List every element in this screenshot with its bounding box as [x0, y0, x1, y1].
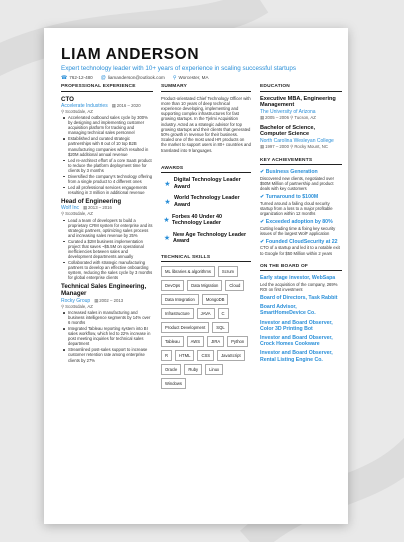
- achievement-title-row: [260, 219, 342, 225]
- skill-tag: Scrum: [218, 266, 238, 277]
- location-pin-icon: ⚲: [290, 144, 294, 150]
- location-pin-icon: ⚲: [61, 108, 65, 114]
- job-location-text: Scottsdale, AZ: [65, 108, 93, 114]
- job-location-text: Scottsdale, AZ: [65, 303, 93, 309]
- skill-tag: Infrastructure: [161, 308, 194, 319]
- board-role: Investor and Board Observer, Crock Homes Cookware: [260, 334, 333, 348]
- achievement-desc: Cutting leading time & fixing key security issues of the largest WolF application: [260, 225, 336, 236]
- check-icon: ✔: [260, 194, 266, 201]
- right-column: [260, 84, 342, 363]
- job-dates: [83, 205, 112, 211]
- board-role: Investor and Board Observer, Color 3D Printing Bot: [260, 319, 333, 332]
- board-entry: [260, 295, 342, 301]
- job-bullets: [61, 218, 153, 281]
- check-icon: ✔: [260, 239, 266, 246]
- board-role: Early stage investor, WebSapa: [260, 275, 336, 282]
- award-list: [161, 177, 251, 245]
- resume-page: [44, 28, 348, 524]
- job-bullets: [61, 310, 153, 363]
- job-list: [61, 96, 153, 363]
- phone-item: [61, 75, 93, 81]
- achievement-title: Exceeded adoption by 80%: [265, 219, 333, 226]
- job-dates-text: 2013 – 2016: [88, 205, 112, 210]
- job-role: CTO: [61, 95, 74, 103]
- award-item: [161, 232, 251, 245]
- location-pin-icon: ⚲: [172, 75, 177, 81]
- job-location: [61, 109, 153, 115]
- job-location-text: Scottsdale, AZ: [65, 211, 93, 216]
- skill-tag: C: [218, 308, 229, 319]
- degree: Executive MBA, Engineering Management: [260, 95, 336, 109]
- skill-tag: Oracle: [161, 364, 181, 375]
- education-dates: 1997 – 2000: [265, 144, 289, 150]
- job-dates-text: 2016 – 2020: [116, 102, 141, 108]
- skill-tag-list: [161, 266, 251, 389]
- achievements-title: KEY ACHIEVEMENTS: [260, 158, 342, 166]
- board-role: Board Advisor, SmartHomeDevice Co.: [260, 304, 316, 317]
- board-entry: [260, 275, 342, 292]
- job-dates: [94, 298, 123, 304]
- job-company: Accelerate Industries: [61, 102, 108, 109]
- award-item: [161, 195, 251, 208]
- summary-title: SUMMARY: [161, 84, 251, 92]
- check-icon: ✔: [260, 169, 266, 176]
- job-location: [61, 211, 153, 217]
- award-name: World Technology Leader Award: [173, 195, 240, 209]
- education-meta: [260, 115, 342, 121]
- job-bullet: Collaborated with strategic manufacturing partners to develop an effective onboarding system, reducing the sales cycle by 3 months for global enterprise clients: [68, 259, 153, 281]
- job-entry: [61, 96, 153, 195]
- achievement-title: Turnaround to $100M: [265, 194, 319, 201]
- education-list: [260, 96, 342, 150]
- achievement-desc: Turned around a failing cloud security startup from a loss to a major profitable organization within 12 months: [260, 200, 333, 217]
- email-item: [101, 75, 165, 81]
- skill-tag: Linux: [205, 364, 223, 375]
- education-entry: [260, 125, 342, 150]
- board-title: ON THE BOARD OF: [260, 264, 342, 272]
- award-name: Digital Technology Leader Award: [173, 177, 241, 190]
- school: North Carolina Wesleyan College: [260, 138, 334, 145]
- achievement-desc: Discovered new clients, negotiated over $50M Million of partnership and product deals with key customers: [260, 175, 335, 191]
- skill-tag: ML libraries & algorithms: [161, 266, 215, 277]
- degree: Bachelor of Science, Computer Science: [260, 124, 316, 138]
- calendar-icon: ▦: [260, 115, 265, 121]
- skill-tag: MongoDB: [202, 294, 229, 305]
- awards-title: AWARDS: [161, 166, 251, 174]
- check-icon: ✔: [260, 219, 266, 226]
- board-role: Board of Directors, Task Rabbit: [260, 294, 338, 301]
- skill-tag: Python: [227, 336, 248, 347]
- tagline: Expert technology leader with 10+ years of experience in scaling successful startups: [61, 65, 297, 72]
- job-bullet: Streamlined post-sales support to increase customer retention rate among enterprise clients by 27%: [68, 347, 153, 362]
- job-dates: [112, 103, 141, 109]
- job-company: Wolf Inc: [61, 205, 79, 211]
- middle-column: [161, 84, 251, 389]
- board-list: [260, 275, 342, 362]
- education-meta: [260, 144, 342, 150]
- skill-tag: Product Development: [161, 322, 209, 333]
- location-pin-icon: ⚲: [290, 115, 294, 121]
- job-entry: [61, 198, 153, 280]
- location-text: Worcester, MA: [178, 75, 209, 80]
- award-item: [161, 177, 251, 190]
- award-name: Forbes 40 Under 40 Technology Leader: [172, 213, 223, 227]
- board-entry: [260, 304, 342, 316]
- resume-header: [61, 46, 341, 81]
- star-icon: ★: [164, 180, 171, 188]
- board-desc: Led the acquisition of the company, 269% ROI on first investment: [260, 281, 338, 292]
- job-bullets: [61, 115, 153, 195]
- award-name: New Age Technology Leader Award: [173, 231, 247, 245]
- skill-tag: R: [161, 350, 172, 361]
- job-bullet: Increased sales in manufacturing and business intelligence segments by 14% over 6 months: [68, 310, 153, 325]
- job-company: Rocky Group: [61, 297, 91, 304]
- job-bullet: Led all professional services engagements resulting in 3 million in additional revenue: [68, 185, 153, 195]
- job-role: Technical Sales Engineering, Manager: [61, 283, 147, 298]
- achievement-entry: [260, 194, 342, 216]
- job-bullet: Led re-architect effort of a core SaaS product to reduce the platform deployment time for clients by 3 months: [68, 157, 152, 173]
- skill-tag: Tableau: [161, 336, 184, 347]
- job-bullet: Curated a $2M business implementation project that saves ~$5.5M on operational inefficiencies between sales and development departments annually: [68, 239, 153, 259]
- achievement-desc: CTO of a startup and led it to a notable exit to Google for $50 Million within 2 years: [260, 245, 340, 256]
- skill-tag: JIRA: [207, 336, 224, 347]
- skill-tag: Data Migration: [187, 280, 222, 291]
- education-entry: [260, 96, 342, 121]
- calendar-icon: ▦: [111, 102, 116, 108]
- board-entry: [260, 320, 342, 332]
- job-role: Head of Engineering: [61, 197, 122, 205]
- skill-tag: CSS: [197, 350, 214, 361]
- skill-tag: Cloud: [225, 280, 244, 291]
- skill-tag: Ruby: [184, 364, 202, 375]
- email-icon: @: [100, 75, 106, 81]
- job-bullet: Integrated Tableau reporting system into BI sales workflow, which led to 22% increase in post meeting inquiries for technical sales department: [68, 326, 153, 346]
- achievement-entry: [260, 239, 342, 256]
- summary-text: Product-orientated Chief Technology Officer with more than 10 years of deep technical experience developing, implementing and supporting complex infrastructures for fast growing startups. In the Tjelmi Acquisition industry. Acted as a strategic advisor for top growing startups and their clients that generated 50% growth in revenue for their business. Scaled one of the most used HR products on the market to support users in 80+ countries and translated into 9 languages.: [161, 95, 251, 153]
- location-item: [173, 75, 209, 81]
- achievement-title: Founded CloudSecurity at 22: [265, 239, 338, 246]
- skill-tag: JAVA: [197, 308, 215, 319]
- calendar-icon: ▦: [260, 144, 265, 150]
- achievement-entry: [260, 169, 342, 191]
- star-icon: ★: [163, 217, 170, 225]
- phone-text: 762-12-480: [69, 75, 93, 80]
- board-role: Investor and Board Observer, Rental Listing Engine Co.: [260, 350, 333, 363]
- phone-icon: ☎: [61, 75, 68, 81]
- education-title: EDUCATION: [260, 84, 342, 92]
- board-entry: [260, 335, 342, 347]
- skill-tag: JavaScript: [217, 350, 245, 361]
- star-icon: ★: [164, 199, 171, 207]
- skill-tag: Data Integration: [161, 294, 199, 305]
- job-bullet: Established and curated strategic partnerships with 8 out of 10 top B2B manufacturing companies which resulted in $20M additional annual revenue: [68, 136, 153, 156]
- experience-column: [61, 84, 153, 366]
- job-bullet: Accelerated outbound sales cycle by 300% by designing and implementing customer acquisition platform for tracking and managing technical sales personnel: [68, 115, 153, 135]
- email-text: liamanderson@outlook.com: [107, 75, 165, 80]
- star-icon: ★: [163, 235, 171, 243]
- calendar-icon: ▦: [82, 205, 88, 210]
- education-dates: 2005 – 2006: [265, 115, 289, 121]
- achievement-entry: [260, 219, 342, 236]
- candidate-name: LIAM ANDERSON: [61, 46, 200, 63]
- job-location: [61, 304, 153, 310]
- location-pin-icon: ⚲: [61, 211, 65, 216]
- skill-tag: SQL: [212, 322, 228, 333]
- achievement-list: [260, 169, 342, 256]
- job-bullet: Diversified the company's technology offering from a single product to 4 different ones: [68, 173, 153, 184]
- skills-title: TECHNICAL SKILLS: [161, 255, 251, 263]
- board-entry: [260, 350, 342, 362]
- job-dates-text: 2002 – 2013: [99, 297, 124, 303]
- skill-tag: Windows: [161, 378, 186, 389]
- school: The University of Arizona: [260, 109, 316, 116]
- contact-row: [61, 75, 341, 81]
- education-location: Rocky Mount, NC: [294, 144, 328, 150]
- skill-tag: DevOps: [161, 280, 184, 291]
- calendar-icon: ▦: [94, 297, 99, 303]
- achievement-title: Business Generation: [265, 169, 318, 176]
- job-bullet: Lead a team of developers to build a proprietary CRM system for enterprise and its strategic partners, optimizing sales process and increasing sales revenue by 25%: [68, 217, 153, 238]
- job-entry: [61, 283, 153, 362]
- award-item: [161, 214, 251, 227]
- location-pin-icon: ⚲: [61, 303, 65, 309]
- experience-title: PROFESSIONAL EXPERIENCE: [61, 84, 153, 92]
- education-location: Tucson, AZ: [294, 115, 316, 121]
- skill-tag: HTML: [175, 350, 194, 361]
- skill-tag: AWS: [187, 336, 204, 347]
